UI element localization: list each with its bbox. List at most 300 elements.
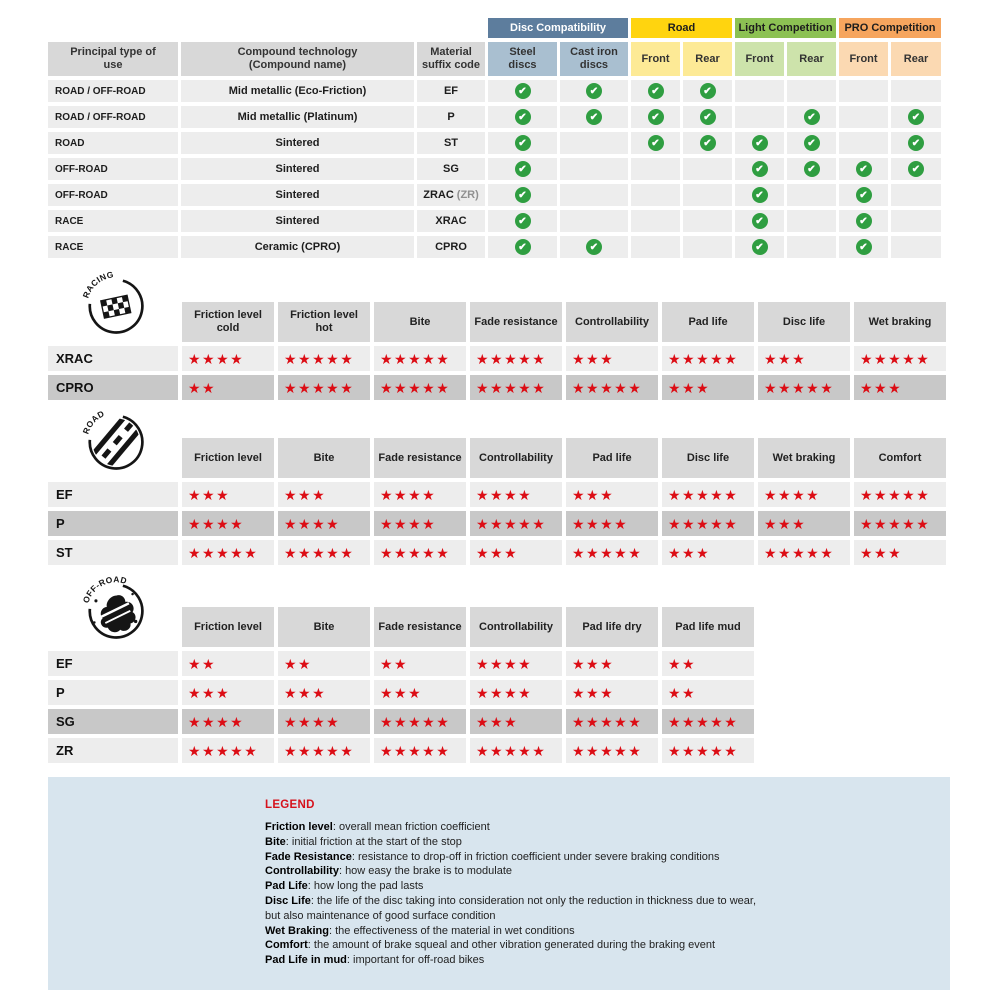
star-icons: ★★★: [764, 515, 807, 532]
star-rating-3of5: [566, 651, 658, 676]
star-rating-5of5: [758, 540, 850, 565]
star-icons: ★★★★★: [668, 713, 739, 730]
star-icons: ★★★: [476, 713, 519, 730]
star-icons: ★★★: [668, 544, 711, 561]
star-rating-5of5: [278, 540, 370, 565]
star-rating-5of5: [662, 346, 754, 371]
check-icon: ✔: [700, 135, 716, 151]
star-rating-5of5: [662, 709, 754, 734]
compatibility-empty-cell: [839, 80, 888, 102]
star-rating-3of5: [374, 680, 466, 705]
compatibility-check-cell: [735, 184, 784, 206]
star-rating-4of5: [374, 511, 466, 536]
rating-sections: [48, 269, 950, 763]
star-rating-4of5: [374, 482, 466, 507]
compat-corner-spacer: [48, 18, 485, 38]
star-icons: ★★★★★: [860, 350, 931, 367]
compatibility-check-cell: [735, 210, 784, 232]
star-rating-5of5: [758, 375, 850, 400]
star-rating-5of5: [278, 738, 370, 763]
mud-splat-glyph: [93, 593, 137, 632]
star-rating-4of5: [278, 709, 370, 734]
rating-row-label: P: [48, 511, 178, 536]
compatibility-check-cell: [683, 106, 732, 128]
star-icons: ★★★★★: [380, 713, 451, 730]
legend-item: Friction level: overall mean friction coefficient: [265, 821, 490, 833]
road-rating-table: [48, 438, 950, 565]
rating-column-header: Fade resistance: [470, 302, 562, 342]
compatibility-empty-cell: [631, 210, 680, 232]
row-use-label: ROAD / OFF-ROAD: [48, 80, 178, 102]
star-rating-2of5: [182, 651, 274, 676]
star-icons: ★★: [668, 684, 697, 701]
star-icons: ★★★★★: [476, 742, 547, 759]
rating-row-label: EF: [48, 482, 178, 507]
compatibility-empty-cell: [891, 184, 941, 206]
star-rating-3of5: [566, 680, 658, 705]
rating-column-header: Pad life: [566, 438, 658, 478]
row-compound-label: Sintered: [181, 184, 414, 206]
star-icons: ★★★★: [476, 684, 533, 701]
rating-column-header: Friction level hot: [278, 302, 370, 342]
check-icon: ✔: [752, 213, 768, 229]
row-compound-label: Sintered: [181, 158, 414, 180]
star-icons: ★★: [380, 655, 409, 672]
star-icons: ★★★★★: [668, 350, 739, 367]
check-icon: ✔: [586, 83, 602, 99]
star-icons: ★★★★★: [476, 350, 547, 367]
star-rating-5of5: [566, 709, 658, 734]
star-rating-4of5: [758, 482, 850, 507]
star-rating-5of5: [854, 482, 946, 507]
check-icon: ✔: [586, 109, 602, 125]
check-icon: ✔: [908, 135, 924, 151]
compatibility-check-cell: [891, 132, 941, 154]
compatibility-check-cell: [631, 106, 680, 128]
svg-text:ROAD: [81, 408, 106, 435]
check-icon: ✔: [648, 83, 664, 99]
compatibility-check-cell: [560, 80, 628, 102]
legend-item-continuation: but also maintenance of good surface condition: [265, 909, 496, 922]
row-compound-label: Mid metallic (Eco-Friction): [181, 80, 414, 102]
compatibility-empty-cell: [735, 106, 784, 128]
star-icons: ★★★★★: [572, 379, 643, 396]
section-offroad: [48, 574, 950, 763]
star-icons: ★★★★★: [476, 379, 547, 396]
star-icons: ★★★★: [188, 350, 245, 367]
star-rating-5of5: [374, 375, 466, 400]
rating-column-header: Bite: [374, 302, 466, 342]
rating-column-header: Friction level: [182, 607, 274, 647]
rating-row-label: P: [48, 680, 178, 705]
star-icons: ★★★: [860, 379, 903, 396]
check-icon: ✔: [752, 161, 768, 177]
star-icons: ★★★★: [572, 515, 629, 532]
star-icons: ★★: [284, 655, 313, 672]
check-icon: ✔: [515, 83, 531, 99]
legend-panel: [48, 777, 950, 990]
compatibility-check-cell: [488, 210, 557, 232]
star-icons: ★★★: [476, 544, 519, 561]
check-icon: ✔: [515, 213, 531, 229]
offroad-rating-table: [48, 607, 950, 763]
compatibility-check-cell: [839, 158, 888, 180]
check-icon: ✔: [856, 239, 872, 255]
rating-row-label: CPRO: [48, 375, 178, 400]
sub-header-2: Front: [631, 42, 680, 76]
row-compound-label: Ceramic (CPRO): [181, 236, 414, 258]
star-rating-5of5: [566, 738, 658, 763]
star-icons: ★★★: [572, 486, 615, 503]
compatibility-empty-cell: [683, 236, 732, 258]
svg-text:RACING: [81, 269, 115, 299]
compatibility-empty-cell: [891, 236, 941, 258]
compatibility-empty-cell: [560, 184, 628, 206]
compatibility-empty-cell: [891, 210, 941, 232]
compatibility-check-cell: [839, 210, 888, 232]
check-icon: ✔: [515, 239, 531, 255]
sub-header-4: Front: [735, 42, 784, 76]
check-icon: ✔: [804, 161, 820, 177]
compatibility-check-cell: [787, 106, 836, 128]
compatibility-check-cell: [839, 236, 888, 258]
row-use-label: ROAD / OFF-ROAD: [48, 106, 178, 128]
row-compound-label: Sintered: [181, 210, 414, 232]
rating-column-header: Controllability: [566, 302, 658, 342]
star-rating-5of5: [662, 738, 754, 763]
sub-header-6: Front: [839, 42, 888, 76]
compatibility-empty-cell: [683, 210, 732, 232]
star-rating-2of5: [662, 680, 754, 705]
compatibility-table: [48, 18, 950, 258]
compatibility-empty-cell: [631, 158, 680, 180]
check-icon: ✔: [648, 109, 664, 125]
compatibility-check-cell: [839, 184, 888, 206]
star-rating-3of5: [182, 680, 274, 705]
check-icon: ✔: [700, 83, 716, 99]
check-icon: ✔: [515, 161, 531, 177]
section-racing: [48, 269, 950, 400]
star-icons: ★★★: [284, 684, 327, 701]
star-rating-5of5: [374, 540, 466, 565]
star-icons: ★★★★★: [668, 742, 739, 759]
star-icons: ★★★: [572, 684, 615, 701]
road-icon: [81, 405, 147, 471]
compatibility-empty-cell: [560, 132, 628, 154]
legend-title: LEGEND: [265, 799, 315, 811]
rating-column-header: Pad life dry: [566, 607, 658, 647]
check-icon: ✔: [752, 135, 768, 151]
sub-header-7: Rear: [891, 42, 941, 76]
star-rating-3of5: [854, 375, 946, 400]
star-rating-3of5: [566, 482, 658, 507]
star-icons: ★★★★★: [668, 486, 739, 503]
rating-column-header: Bite: [278, 438, 370, 478]
rating-column-header: Disc life: [662, 438, 754, 478]
star-rating-5of5: [854, 511, 946, 536]
compatibility-check-cell: [891, 158, 941, 180]
star-icons: ★★★★: [380, 486, 437, 503]
star-icons: ★★★★: [380, 515, 437, 532]
compatibility-check-cell: [488, 106, 557, 128]
compatibility-empty-cell: [683, 158, 732, 180]
racing-rating-table: [48, 302, 950, 400]
rating-column-header: Controllability: [470, 438, 562, 478]
star-rating-4of5: [182, 709, 274, 734]
star-rating-3of5: [662, 375, 754, 400]
star-rating-5of5: [854, 346, 946, 371]
compatibility-check-cell: [735, 132, 784, 154]
star-rating-5of5: [662, 482, 754, 507]
star-rating-2of5: [662, 651, 754, 676]
compatibility-empty-cell: [839, 106, 888, 128]
star-icons: ★★★★★: [284, 742, 355, 759]
row-code-label: ST: [417, 132, 485, 154]
rating-column-header: Fade resistance: [374, 607, 466, 647]
check-icon: ✔: [804, 135, 820, 151]
row-use-label: OFF-ROAD: [48, 158, 178, 180]
star-rating-5of5: [566, 375, 658, 400]
star-icons: ★★★: [188, 486, 231, 503]
compatibility-check-cell: [891, 106, 941, 128]
star-icons: ★★★★★: [476, 515, 547, 532]
legend-item: Comfort: the amount of brake squeal and other vibration generated during the braking event: [265, 939, 716, 952]
star-rating-3of5: [566, 346, 658, 371]
legend-item: Disc Life: the life of the disc taking into consideration not only the reduction in thickness due to wear,: [265, 894, 757, 907]
legend-items: [265, 820, 920, 968]
check-icon: ✔: [752, 239, 768, 255]
rating-row-label: XRAC: [48, 346, 178, 371]
check-icon: ✔: [804, 109, 820, 125]
star-icons: ★★★★★: [284, 379, 355, 396]
column-header-use: Principal type of use: [48, 42, 178, 76]
star-rating-3of5: [470, 709, 562, 734]
rating-row-label: ST: [48, 540, 178, 565]
rating-row-label: ZR: [48, 738, 178, 763]
star-icons: ★★★★★: [188, 544, 259, 561]
rating-column-header: Bite: [278, 607, 370, 647]
group-header-pro: PRO Competition: [839, 18, 941, 38]
star-icons: ★★★: [572, 655, 615, 672]
compatibility-empty-cell: [787, 210, 836, 232]
star-rating-5of5: [374, 346, 466, 371]
star-icons: ★★★★★: [860, 486, 931, 503]
compatibility-check-cell: [631, 132, 680, 154]
star-icons: ★★★★: [476, 655, 533, 672]
code-note: (ZR): [456, 189, 479, 201]
legend-item: Pad Life: how long the pad lasts: [265, 880, 424, 893]
star-icons: ★★★: [860, 544, 903, 561]
star-rating-2of5: [182, 375, 274, 400]
star-rating-4of5: [470, 651, 562, 676]
compatibility-empty-cell: [787, 236, 836, 258]
star-rating-5of5: [662, 511, 754, 536]
compatibility-empty-cell: [839, 132, 888, 154]
row-use-label: ROAD: [48, 132, 178, 154]
compatibility-check-cell: [683, 80, 732, 102]
star-icons: ★★★★★: [764, 379, 835, 396]
rating-row-label: EF: [48, 651, 178, 676]
row-use-label: OFF-ROAD: [48, 184, 178, 206]
compatibility-check-cell: [560, 236, 628, 258]
star-icons: ★★★: [188, 684, 231, 701]
row-code-label: CPRO: [417, 236, 485, 258]
star-rating-2of5: [278, 651, 370, 676]
checkered-flag-glyph: [101, 295, 131, 318]
compatibility-check-cell: [488, 236, 557, 258]
section-road: [48, 408, 950, 565]
star-rating-5of5: [470, 346, 562, 371]
compatibility-check-cell: [488, 80, 557, 102]
star-rating-5of5: [374, 738, 466, 763]
star-icons: ★★★: [380, 684, 423, 701]
star-rating-3of5: [278, 482, 370, 507]
star-icons: ★★★★: [188, 515, 245, 532]
row-compound-label: Sintered: [181, 132, 414, 154]
sub-header-5: Rear: [787, 42, 836, 76]
star-icons: ★★★★★: [284, 544, 355, 561]
check-icon: ✔: [515, 135, 531, 151]
star-rating-3of5: [182, 482, 274, 507]
check-icon: ✔: [648, 135, 664, 151]
rating-column-header: Controllability: [470, 607, 562, 647]
rating-column-header: Wet braking: [758, 438, 850, 478]
row-code-label: SG: [417, 158, 485, 180]
star-rating-5of5: [470, 511, 562, 536]
legend-item: Controllability: how easy the brake is to modulate: [265, 865, 512, 878]
star-icons: ★★★★★: [764, 544, 835, 561]
star-icons: ★★★: [284, 486, 327, 503]
star-rating-5of5: [278, 346, 370, 371]
star-rating-3of5: [470, 540, 562, 565]
compatibility-check-cell: [683, 132, 732, 154]
rating-column-header: Comfort: [854, 438, 946, 478]
compatibility-check-cell: [488, 158, 557, 180]
compatibility-check-cell: [560, 106, 628, 128]
star-rating-3of5: [758, 346, 850, 371]
offroad-icon: [81, 574, 147, 640]
group-header-disc: Disc Compatibility: [488, 18, 628, 38]
compatibility-check-cell: [787, 132, 836, 154]
star-rating-4of5: [470, 482, 562, 507]
star-icons: ★★★★★: [572, 742, 643, 759]
star-icons: ★★★★★: [380, 379, 451, 396]
star-rating-2of5: [374, 651, 466, 676]
sub-header-1: Cast iron discs: [560, 42, 628, 76]
group-header-road: Road: [631, 18, 732, 38]
check-icon: ✔: [700, 109, 716, 125]
check-icon: ✔: [908, 161, 924, 177]
check-icon: ✔: [908, 109, 924, 125]
star-icons: ★★: [668, 655, 697, 672]
star-rating-3of5: [854, 540, 946, 565]
row-code-label: XRAC: [417, 210, 485, 232]
row-code-label: P: [417, 106, 485, 128]
compatibility-empty-cell: [560, 158, 628, 180]
compatibility-check-cell: [735, 236, 784, 258]
star-icons: ★★★★: [284, 515, 341, 532]
star-icons: ★★★★: [764, 486, 821, 503]
star-rating-4of5: [470, 680, 562, 705]
star-icons: ★★: [188, 655, 217, 672]
column-header-code: Material suffix code: [417, 42, 485, 76]
star-rating-5of5: [182, 738, 274, 763]
row-compound-label: Mid metallic (Platinum): [181, 106, 414, 128]
compatibility-empty-cell: [631, 184, 680, 206]
compatibility-empty-cell: [735, 80, 784, 102]
star-rating-3of5: [662, 540, 754, 565]
section-badge-label: RACING: [81, 269, 115, 300]
rating-column-header: Pad life mud: [662, 607, 754, 647]
star-rating-4of5: [182, 511, 274, 536]
star-rating-5of5: [278, 375, 370, 400]
check-icon: ✔: [752, 187, 768, 203]
star-rating-4of5: [566, 511, 658, 536]
star-rating-5of5: [470, 738, 562, 763]
legend-item: Bite: initial friction at the start of the stop: [265, 835, 462, 848]
compatibility-empty-cell: [631, 236, 680, 258]
compatibility-empty-cell: [891, 80, 941, 102]
rating-column-header: Pad life: [662, 302, 754, 342]
check-icon: ✔: [515, 187, 531, 203]
row-use-label: RACE: [48, 210, 178, 232]
star-rating-5of5: [374, 709, 466, 734]
section-badge-label: ROAD: [81, 408, 107, 436]
star-icons: ★★★★★: [380, 350, 451, 367]
rating-column-header: Fade resistance: [374, 438, 466, 478]
row-use-label: RACE: [48, 236, 178, 258]
compatibility-check-cell: [787, 158, 836, 180]
legend-item: Fade Resistance: resistance to drop-off in friction coefficient under severe braking conditions: [265, 850, 720, 863]
star-rating-5of5: [566, 540, 658, 565]
sub-header-0: Steel discs: [488, 42, 557, 76]
star-rating-4of5: [278, 511, 370, 536]
star-rating-3of5: [758, 511, 850, 536]
star-icons: ★★★: [572, 350, 615, 367]
star-rating-5of5: [182, 540, 274, 565]
rating-column-header: Wet braking: [854, 302, 946, 342]
legend-item: Wet Braking: the effectiveness of the material in wet conditions: [265, 924, 575, 937]
star-icons: ★★★★★: [284, 350, 355, 367]
star-rating-5of5: [470, 375, 562, 400]
sub-header-3: Rear: [683, 42, 732, 76]
star-rating-4of5: [182, 346, 274, 371]
row-code-label: EF: [417, 80, 485, 102]
star-icons: ★★★★★: [668, 515, 739, 532]
row-code-label: ZRAC (ZR): [417, 184, 485, 206]
star-icons: ★★★★★: [380, 742, 451, 759]
group-header-light: Light Competition: [735, 18, 836, 38]
compatibility-empty-cell: [787, 80, 836, 102]
compatibility-check-cell: [631, 80, 680, 102]
compatibility-check-cell: [488, 132, 557, 154]
rating-row-label: SG: [48, 709, 178, 734]
star-icons: ★★★★★: [572, 713, 643, 730]
star-icons: ★★★★: [476, 486, 533, 503]
star-icons: ★★★★★: [188, 742, 259, 759]
star-rating-3of5: [278, 680, 370, 705]
star-icons: ★★: [188, 379, 217, 396]
check-icon: ✔: [515, 109, 531, 125]
star-icons: ★★★★: [188, 713, 245, 730]
section-badge-label: OFF-ROAD: [81, 574, 129, 605]
star-icons: ★★★★★: [860, 515, 931, 532]
check-icon: ✔: [586, 239, 602, 255]
legend-item: Pad Life in mud: important for off-road bikes: [265, 954, 485, 967]
circle-outline: [90, 281, 143, 333]
check-icon: ✔: [856, 187, 872, 203]
column-header-compound: Compound technology (Compound name): [181, 42, 414, 76]
